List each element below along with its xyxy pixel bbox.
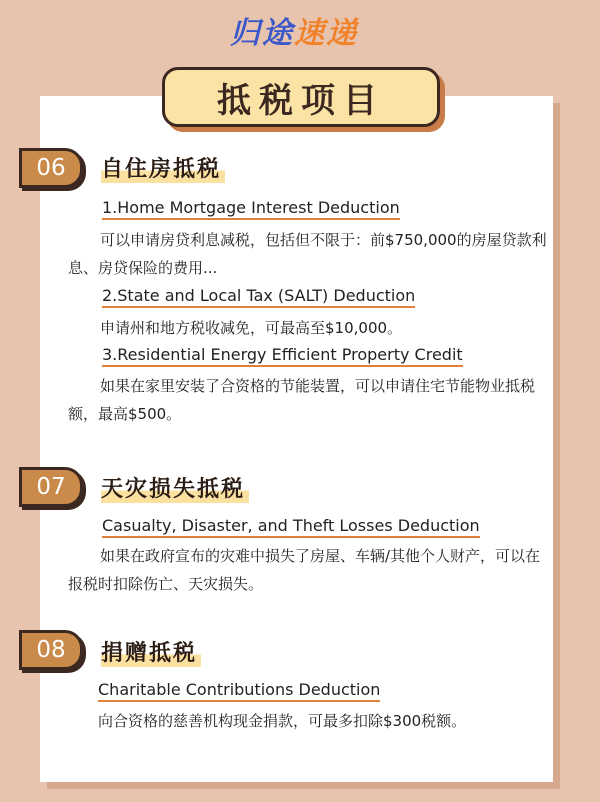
item-description: 申请州和地方税收减免，可最高至$10,000。 (100, 319, 403, 337)
item-title: 1.Home Mortgage Interest Deduction (102, 198, 400, 220)
section-number-badge (19, 467, 83, 507)
item-title: 2.State and Local Tax (SALT) Deduction (102, 286, 415, 308)
brand-logo (230, 8, 358, 52)
brand-logo-part1: 归途 (230, 16, 294, 51)
section-title: 捐赠抵税 (101, 636, 201, 667)
section-title: 自住房抵税 (101, 152, 225, 183)
section-number: 08 (36, 637, 66, 663)
page-title-banner (162, 67, 440, 127)
page-title: 抵税项目 (217, 80, 385, 121)
section-number: 07 (36, 474, 66, 500)
item-description: 可以申请房贷利息减税，包括但不限于：前$750,000的房屋贷款利息、房贷保险的费用... (68, 231, 547, 277)
item-description: 如果在家里安装了合资格的节能装置，可以申请住宅节能物业抵税额，最高$500。 (68, 377, 536, 423)
item-description: 如果在政府宣布的灾难中损失了房屋、车辆/其他个人财产，可以在报税时扣除伤亡、天灾损失。 (68, 547, 541, 593)
section-title: 天灾损失抵税 (101, 472, 249, 503)
section-number-badge (19, 630, 83, 670)
item-title: Casualty, Disaster, and Theft Losses Deduction (102, 516, 480, 538)
section-number-badge (19, 148, 83, 188)
item-description: 向合资格的慈善机构现金捐款，可最多扣除$300税额。 (98, 712, 467, 730)
brand-logo-part2: 速递 (294, 16, 358, 51)
item-title: Charitable Contributions Deduction (98, 680, 380, 702)
item-title: 3.Residential Energy Efficient Property Credit (102, 345, 463, 367)
section-number: 06 (36, 155, 66, 181)
